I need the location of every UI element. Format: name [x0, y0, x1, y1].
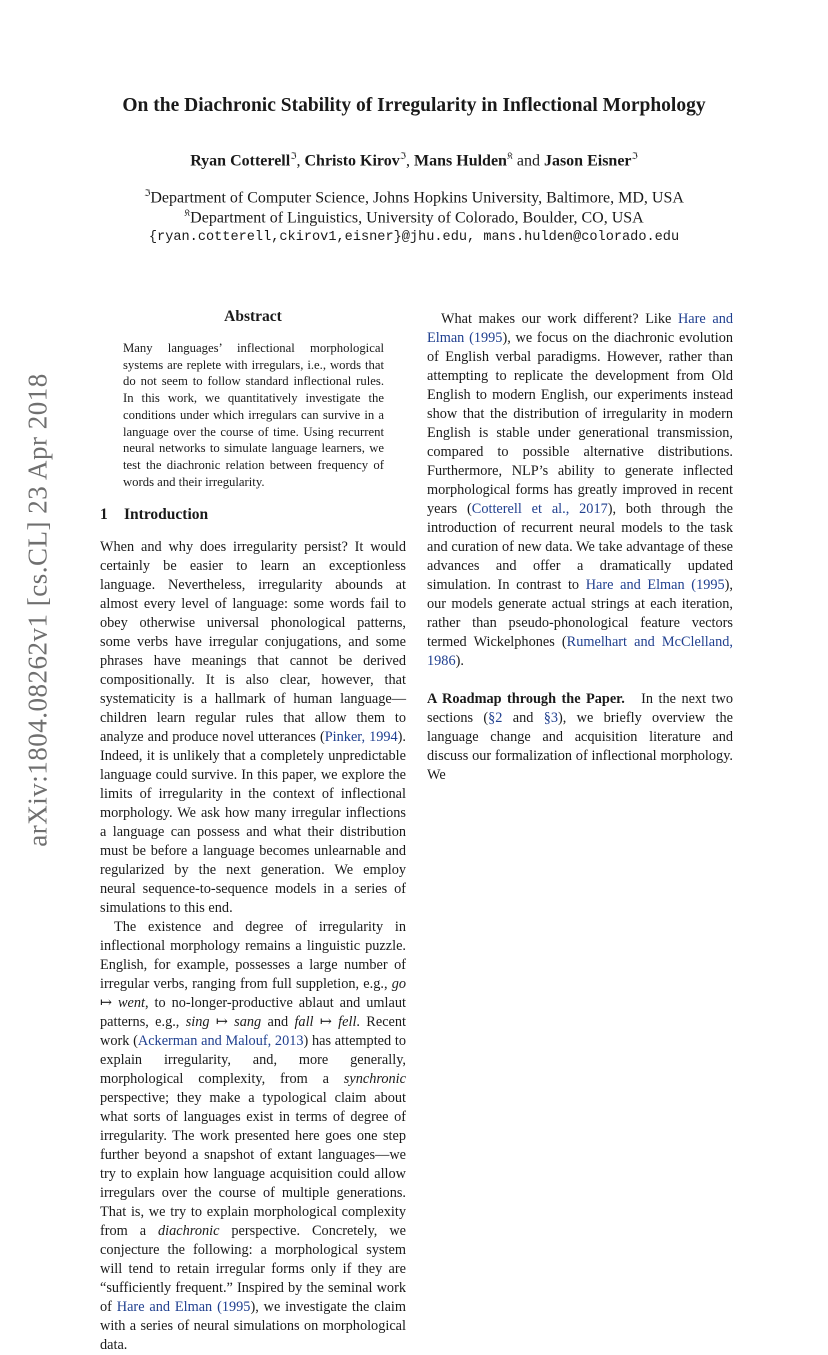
- citation-hare-elman[interactable]: [117, 1299, 251, 1315]
- citation-author: Hare and Elman: [585, 577, 685, 593]
- text-run: perspective. Concretely, we conjecture the following: a morphological system will tend to retain irregular forms only if they are “sufficiently frequent.” Inspired by the seminal work of: [100, 1223, 406, 1316]
- author-name: Ryan Cotterell: [190, 152, 291, 170]
- citation-author: Pinker: [324, 729, 362, 746]
- citation-author: Hare and Elman: [116, 1299, 213, 1316]
- text-run: ), our models generate actual strings at each iteration, rather than pseudo-phonological feature vectors termed Wickelphones (: [427, 577, 734, 650]
- text-run: , to no-longer-productive ablaut and umlaut patterns, e.g.,: [100, 995, 406, 1031]
- author-separator: ,: [296, 152, 305, 170]
- affiliation-mark: 𝔎: [184, 208, 191, 218]
- citation-year: 2013: [274, 1033, 304, 1050]
- text-run: . Recent work (: [100, 1014, 407, 1050]
- citation-year: 1995: [221, 1299, 251, 1316]
- left-column: [100, 308, 406, 1355]
- author-emails: {ryan.cotterell,ckirov1,eisner}@jhu.edu, mans.hulden@colorado.edu: [148, 230, 680, 245]
- author-affiliation-mark: ℑ: [290, 151, 297, 161]
- citation-year: 1995: [473, 330, 503, 346]
- author-affiliation-mark: ℑ: [631, 151, 638, 161]
- citation-paren: (: [212, 1299, 222, 1316]
- intro-paragraph-3: [427, 310, 733, 671]
- citation-comma: ,: [361, 729, 370, 746]
- text-run: perspective; they make a typological claim about what sorts of languages exist in terms of degree of irregularity. The work presented here goes one step further beyond a snapshot of extant languages—we try to explain how language acquisition could allow irregulars over the course of multiple generations. That is, we try to explain morphological complexity from a: [100, 1090, 406, 1240]
- text-run: In the next two sections (: [427, 691, 733, 726]
- intro-paragraph-1: [100, 538, 406, 918]
- citation-comma: ,: [267, 1033, 275, 1050]
- section-title: Introduction: [124, 506, 209, 524]
- author-affiliation-mark: 𝔎: [506, 151, 513, 161]
- section-number: 1: [100, 506, 108, 524]
- affiliation-jhu: [0, 188, 828, 207]
- example-word: go: [391, 976, 406, 993]
- citation-year: 1994: [369, 729, 398, 746]
- citation-ackerman-malouf[interactable]: [138, 1033, 304, 1049]
- arxiv-sidebar: [20, 360, 56, 860]
- text-run: The existence and degree of irregularity in inflectional morphology remains a linguistic puzzle. English, for example, possesses a large number of irregular verbs, ranging from full suppletion, e.g.,: [100, 919, 406, 993]
- intro-paragraph-roadmap: [427, 690, 733, 785]
- citation-year: 1995: [696, 577, 725, 593]
- text-run: and: [261, 1014, 295, 1031]
- affiliation-mark: ℑ: [144, 188, 151, 198]
- right-column: [427, 310, 733, 785]
- example-word: sing: [185, 1014, 210, 1031]
- emphasis: synchronic: [343, 1071, 406, 1088]
- author-name: Jason Eisner: [543, 152, 632, 170]
- text-run: ), we briefly overview the language change and acquisition literature and discuss our formalization of inflectional morphology. We: [427, 710, 734, 783]
- example-word: went: [117, 995, 145, 1012]
- affiliation-text: Department of Computer Science, Johns Hopkins University, Baltimore, MD, USA: [150, 189, 684, 207]
- text-run: and: [502, 710, 544, 726]
- section-ref-3[interactable]: §3: [543, 710, 558, 726]
- citation-pinker[interactable]: [325, 729, 398, 745]
- example-word: fall: [294, 1014, 314, 1031]
- text-run: When and why does irregularity persist? It would certainly be easier to learn an exceptionless language. Nevertheless, irregularity abounds at almost every level of language: some words fail to obey otherwise universal phonological patterns, some verbs have irregular conjugations, and some phrases have meanings that cannot be derived compositionally. It is also clear, however, that systematicity is a hallmark of human language—children learn regular rules that allow them to analyze and produce novel utterances (: [100, 539, 406, 746]
- affiliation-text: Department of Linguistics, University of Colorado, Boulder, CO, USA: [190, 209, 644, 227]
- maps-to-arrow: ↦: [313, 1014, 339, 1031]
- example-word: sang: [234, 1014, 262, 1031]
- citation-author: Hare and Elman: [427, 311, 733, 346]
- arxiv-identifier: arXiv:1804.08262v1 [cs.CL] 23 Apr 2018: [22, 373, 53, 847]
- citation-author: Rumelhart and McClelland: [566, 634, 730, 650]
- text-run: ), we focus on the diachronic evolution of English verbal paradigms. However, rather than attempting to replicate the development from Old English to modern English, our experiments instead show that the distribution of irregularity in modern English is stable under generational transmission, compared to possible alternative distributions. Furthermore, NLP’s ability to generate inflected morphological forms has greatly improved in recent years (: [427, 330, 733, 517]
- maps-to-arrow: ↦: [100, 995, 118, 1012]
- text-run: ).: [455, 653, 464, 669]
- text-run: ), we investigate the claim with a series of neural simulations on morphological data.: [100, 1299, 407, 1354]
- author-name: Christo Kirov: [304, 152, 400, 170]
- citation-comma: ,: [729, 634, 733, 650]
- affiliation-colorado: [0, 208, 828, 227]
- citation-author: Ackerman and Malouf: [137, 1033, 268, 1050]
- abstract-text: Many languages’ inflectional morphological systems are replete with irregulars, i.e., words that do not seem to follow standard inflectional rules. In this work, we quantitatively investigate the conditions under which irregulars can survive in a language over the course of time. Using recurrent neural networks to simulate language learners, we test the diachronic relation between frequency of words and their irregularity.: [123, 341, 384, 489]
- text-run: ) has attempted to explain irregularity, and, more generally, morphological complexity, from a: [100, 1033, 407, 1088]
- author-list: [0, 151, 828, 170]
- maps-to-arrow: ↦: [209, 1014, 235, 1031]
- author-affiliation-mark: ℑ: [399, 151, 407, 161]
- text-run: ). Indeed, it is unlikely that a completely unpredictable language could survive. In this paper, we explore the limits of irregularity in the context of inflectional morphology. We ask how many irregular inflections a language can possess and what their distribution must be before a language becomes unlearnable and regularized by the next generation. We employ neural sequence-to-sequence models in a series of simulations to this end.: [100, 729, 406, 917]
- text-run: ), both through the introduction of recurrent neural models to the task and curation of new data. We take advantage of these advances and offer a dramatically updated simulation. In contrast to: [427, 501, 733, 593]
- intro-paragraph-2: [100, 918, 406, 1355]
- author-name: Mans Hulden: [414, 152, 507, 170]
- author-separator: ,: [406, 152, 415, 170]
- paper-title: On the Diachronic Stability of Irregularity in Inflectional Morphology: [122, 95, 706, 116]
- citation-year: 1986: [427, 653, 456, 669]
- section-heading-introduction: [100, 506, 406, 524]
- text-run: What makes our work different? Like: [441, 311, 678, 327]
- citation-paren: (: [464, 330, 474, 346]
- paragraph-runin-heading: A Roadmap through the Paper.: [427, 691, 625, 707]
- citation-paren: (: [684, 577, 697, 593]
- emphasis: diachronic: [158, 1223, 220, 1240]
- citation-cotterell[interactable]: Cotterell et al., 2017: [471, 501, 608, 517]
- example-word: fell: [338, 1014, 357, 1031]
- abstract-heading: Abstract: [224, 308, 282, 325]
- section-ref-2[interactable]: §2: [488, 710, 503, 726]
- citation-hare-elman[interactable]: [586, 577, 725, 593]
- author-separator: and: [512, 152, 544, 170]
